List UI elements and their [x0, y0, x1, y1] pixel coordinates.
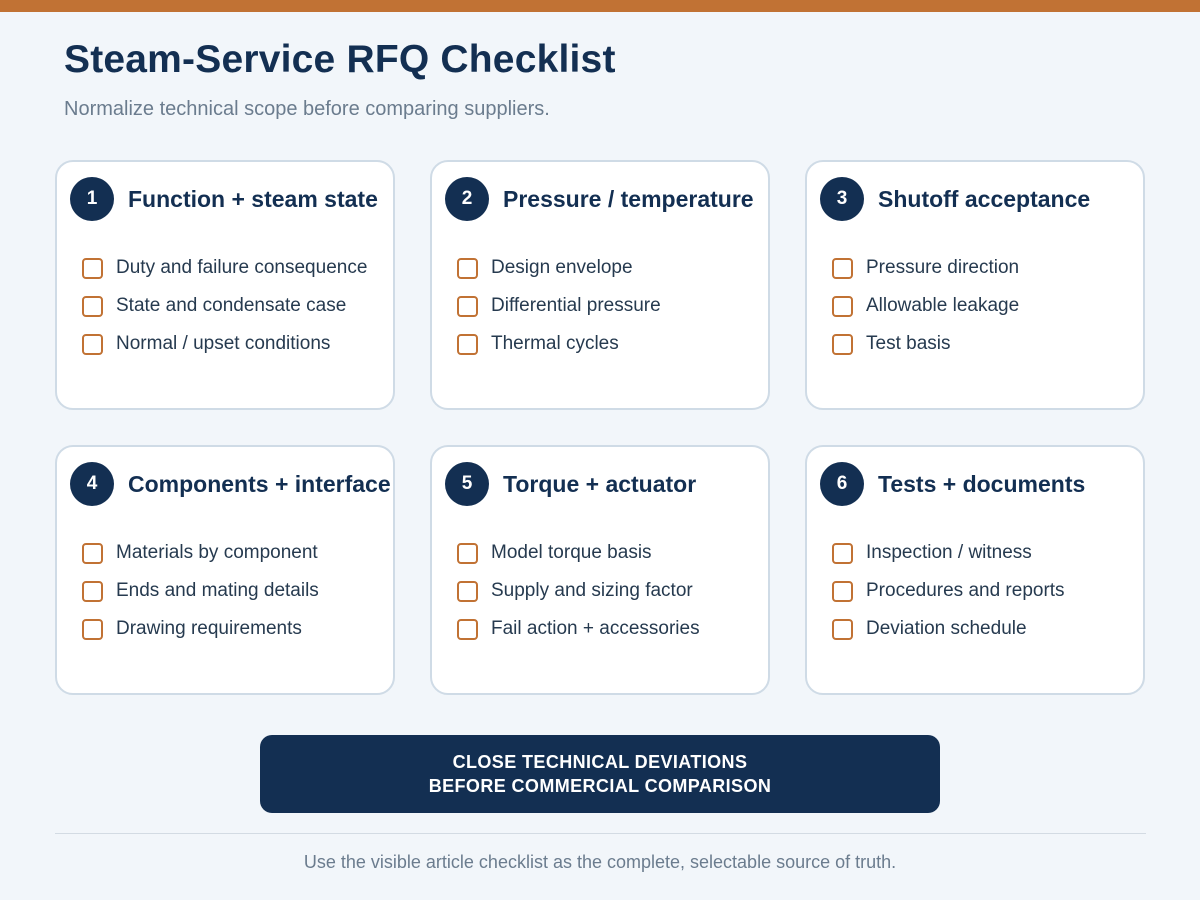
checklist-item-label: Inspection / witness — [866, 542, 1032, 563]
checkbox[interactable] — [457, 619, 478, 640]
checklist-item-label: Duty and failure consequence — [116, 257, 368, 278]
checklist-item[interactable] — [82, 610, 319, 648]
page-title: Steam-Service RFQ Checklist — [64, 38, 616, 81]
checklist-item-label: Thermal cycles — [491, 333, 619, 354]
checklist-card-3 — [805, 160, 1145, 410]
checklist-item[interactable] — [82, 572, 319, 610]
checkbox[interactable] — [457, 581, 478, 602]
step-number-badge: 1 — [70, 177, 114, 221]
checklist-item-label: Test basis — [866, 333, 951, 354]
checklist-item-label: Allowable leakage — [866, 295, 1020, 316]
check-list — [82, 534, 319, 648]
checklist-item-label: Differential pressure — [491, 295, 661, 316]
card-title: Pressure / temperature — [503, 185, 754, 212]
check-list — [832, 249, 1019, 363]
checklist-card-4 — [55, 445, 395, 695]
check-list — [832, 534, 1065, 648]
check-list — [457, 249, 661, 363]
checklist-item[interactable] — [457, 287, 661, 325]
checkbox[interactable] — [457, 296, 478, 317]
checkbox[interactable] — [832, 334, 853, 355]
card-title: Tests + documents — [878, 470, 1086, 497]
cta-line-2: BEFORE COMMERCIAL COMPARISON — [428, 776, 772, 796]
step-number-badge: 3 — [820, 177, 864, 221]
checklist-item-label: Normal / upset conditions — [116, 333, 331, 354]
checklist-item[interactable] — [457, 325, 661, 363]
checklist-item-label: Model torque basis — [491, 542, 652, 563]
checklist-item-label: Drawing requirements — [116, 618, 302, 639]
step-number-badge: 4 — [70, 462, 114, 506]
card-title: Components + interface — [128, 470, 391, 497]
checklist-item[interactable] — [832, 572, 1065, 610]
step-number-badge: 5 — [445, 462, 489, 506]
card-title: Shutoff acceptance — [878, 185, 1091, 212]
checklist-item-label: Pressure direction — [866, 257, 1020, 278]
checklist-item[interactable] — [82, 534, 319, 572]
checkbox[interactable] — [457, 543, 478, 564]
divider — [55, 833, 1146, 834]
checkbox[interactable] — [82, 619, 103, 640]
checkbox[interactable] — [457, 258, 478, 279]
card-header — [820, 177, 1090, 221]
checklist-card-1 — [55, 160, 395, 410]
checklist-item-label: Procedures and reports — [866, 580, 1065, 601]
checklist-item[interactable] — [832, 287, 1019, 325]
checklist-item[interactable] — [457, 534, 700, 572]
checkbox[interactable] — [82, 581, 103, 602]
check-list — [457, 534, 700, 648]
checkbox[interactable] — [82, 334, 103, 355]
checklist-item[interactable] — [832, 325, 1019, 363]
checkbox[interactable] — [832, 619, 853, 640]
card-header — [445, 462, 696, 506]
checklist-item[interactable] — [82, 325, 367, 363]
checklist-item[interactable] — [82, 287, 367, 325]
checkbox[interactable] — [832, 581, 853, 602]
page-subtitle: Normalize technical scope before comparing suppliers. — [64, 98, 550, 120]
checkbox[interactable] — [832, 296, 853, 317]
checklist-item-label: Supply and sizing factor — [491, 580, 693, 601]
checklist-item-label: Fail action + accessories — [491, 618, 700, 639]
checklist-item[interactable] — [832, 610, 1065, 648]
checklist-item-label: State and condensate case — [116, 295, 347, 316]
checklist-item-label: Design envelope — [491, 257, 633, 278]
checklist-card-5 — [430, 445, 770, 695]
checkbox[interactable] — [82, 543, 103, 564]
cta-line-1: CLOSE TECHNICAL DEVIATIONS — [452, 752, 748, 772]
checklist-item[interactable] — [457, 249, 661, 287]
card-title: Torque + actuator — [503, 470, 697, 497]
card-header — [70, 462, 391, 506]
checkbox[interactable] — [832, 258, 853, 279]
card-header — [445, 177, 754, 221]
checklist-item[interactable] — [457, 572, 700, 610]
close-deviations-button[interactable] — [260, 735, 940, 813]
checklist-item[interactable] — [832, 534, 1065, 572]
step-number-badge: 2 — [445, 177, 489, 221]
card-header — [70, 177, 378, 221]
card-header — [820, 462, 1085, 506]
top-accent-bar — [0, 0, 1200, 12]
checkbox[interactable] — [82, 258, 103, 279]
checklist-item-label: Ends and mating details — [116, 580, 319, 601]
checkbox[interactable] — [457, 334, 478, 355]
step-number-badge: 6 — [820, 462, 864, 506]
checklist-item-label: Materials by component — [116, 542, 318, 563]
checkbox[interactable] — [832, 543, 853, 564]
checklist-item[interactable] — [82, 249, 367, 287]
checklist-card-2 — [430, 160, 770, 410]
checklist-item-label: Deviation schedule — [866, 618, 1027, 639]
checklist-grid — [55, 160, 1145, 695]
footer-note: Use the visible article checklist as the complete, selectable source of truth. — [303, 852, 897, 872]
checkbox[interactable] — [82, 296, 103, 317]
checklist-card-6 — [805, 445, 1145, 695]
card-title: Function + steam state — [128, 185, 378, 212]
checklist-item[interactable] — [832, 249, 1019, 287]
check-list — [82, 249, 367, 363]
checklist-item[interactable] — [457, 610, 700, 648]
